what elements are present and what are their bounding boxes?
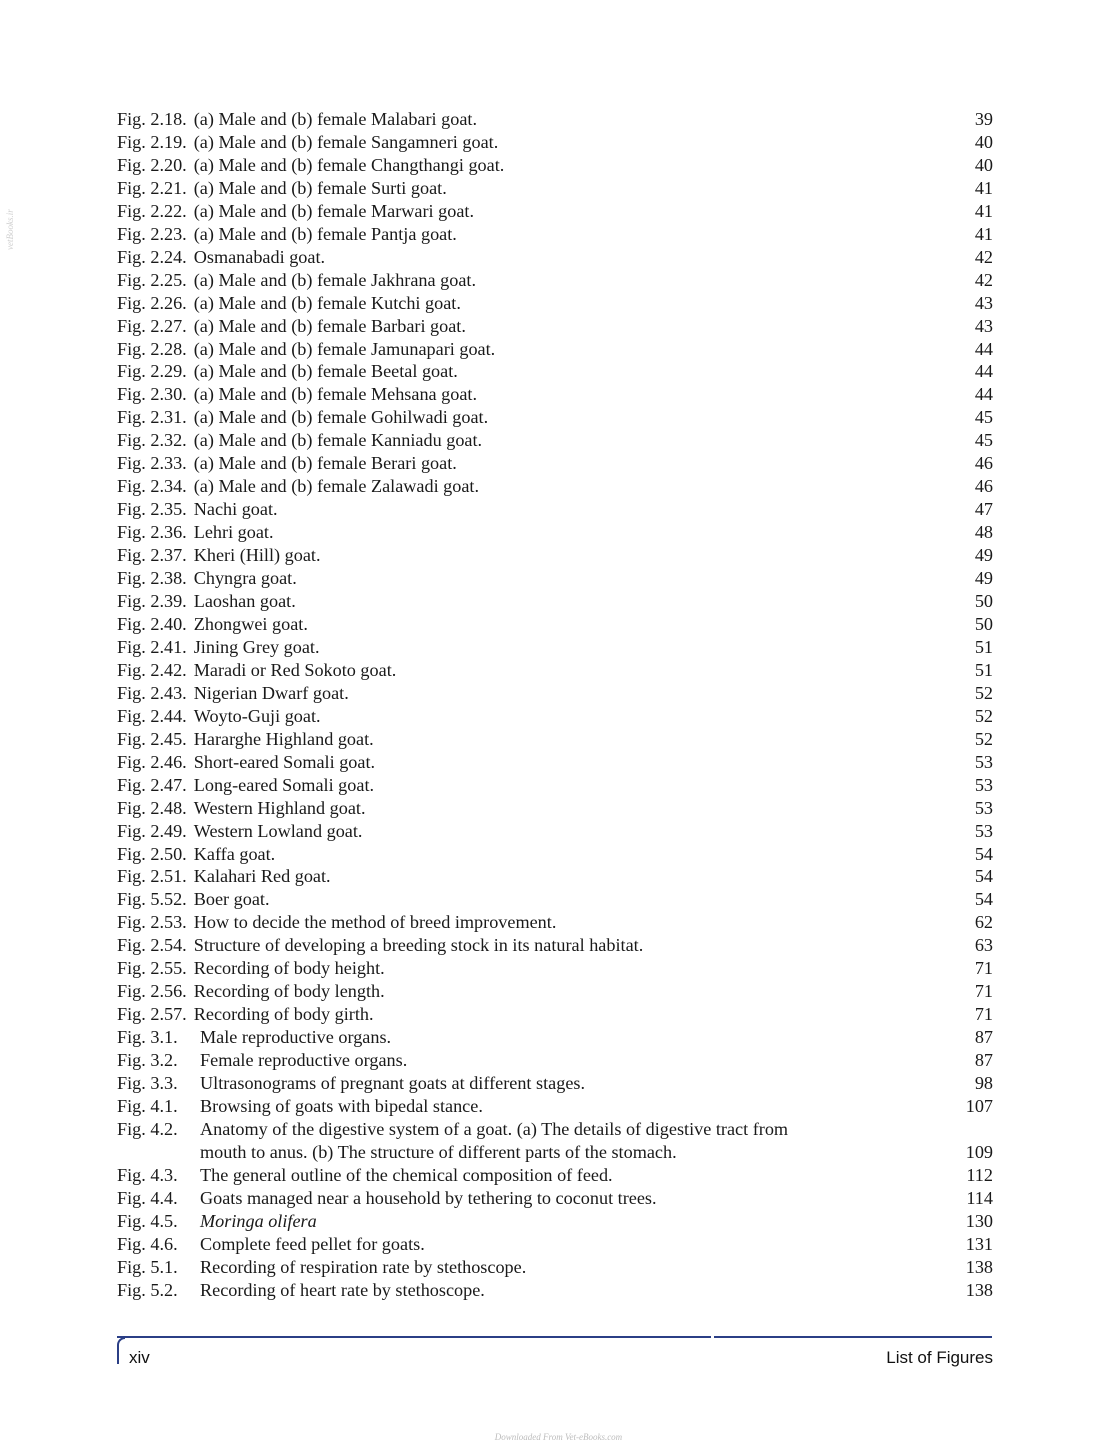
figure-number: Fig. 2.25.: [117, 269, 187, 290]
figure-entry: [117, 957, 993, 980]
footer-rule: [117, 1336, 992, 1338]
figure-page-number: 39: [974, 109, 993, 129]
figure-entry: [117, 315, 993, 338]
figure-caption: (a) Male and (b) female Surti goat.: [193, 177, 447, 198]
figure-entry: [117, 154, 993, 177]
figure-number: Fig. 3.3.: [117, 1073, 178, 1094]
figure-page-number: 44: [974, 361, 993, 382]
figure-page-number: 52: [974, 682, 993, 703]
figure-page-number: 71: [974, 1004, 993, 1025]
figure-entry: [117, 659, 993, 682]
figure-number: Fig. 2.36.: [117, 522, 187, 543]
figure-number: Fig. 2.42.: [117, 659, 187, 680]
figure-page-number: 49: [974, 568, 993, 589]
figure-caption: (a) Male and (b) female Sangamneri goat.: [193, 131, 499, 152]
figure-entry: [117, 1279, 993, 1302]
figure-page-number: 51: [974, 659, 993, 680]
figure-entry: [117, 269, 993, 292]
figure-number: Fig. 2.34.: [117, 476, 187, 497]
figure-number: Fig. 2.39.: [117, 591, 187, 612]
figure-caption: Kaffa goat.: [193, 843, 276, 864]
figure-number: Fig. 2.40.: [117, 613, 187, 634]
figure-entry: [117, 1095, 993, 1118]
figure-number: Fig. 2.56.: [117, 981, 187, 1002]
figure-number: Fig. 2.22.: [117, 200, 187, 221]
figure-caption: (a) Male and (b) female Kanniadu goat.: [193, 430, 483, 451]
figure-entry: [117, 1049, 993, 1072]
figure-page-number: 53: [974, 797, 993, 818]
figure-number: Fig. 2.26.: [117, 292, 187, 313]
figure-caption: Kheri (Hill) goat.: [193, 545, 321, 566]
figure-entry: [117, 613, 993, 636]
figure-number: Fig. 5.52.: [117, 889, 187, 910]
figure-number: Fig. 2.47.: [117, 774, 187, 795]
figure-page-number: 131: [965, 1233, 993, 1254]
figure-caption: (a) Male and (b) female Gohilwadi goat.: [193, 407, 489, 428]
figure-page-number: 98: [974, 1073, 993, 1094]
figure-entry: [117, 728, 993, 751]
figure-number: Fig. 4.6.: [117, 1233, 178, 1254]
figure-number: Fig. 2.35.: [117, 499, 187, 520]
figure-caption: Recording of respiration rate by stethoscope.: [200, 1256, 527, 1277]
figure-entry: [117, 1210, 993, 1233]
figure-caption: Nigerian Dwarf goat.: [193, 682, 349, 703]
figure-entry: [117, 360, 993, 383]
figure-caption-line: mouth to anus. (b) The structure of different parts of the stomach.: [200, 1141, 677, 1162]
figure-page-number: 43: [974, 292, 993, 313]
figure-page-number: 44: [974, 338, 993, 359]
figure-number: Fig. 2.19.: [117, 131, 187, 152]
figure-page-number: 54: [974, 889, 993, 910]
figure-entry: [117, 934, 993, 957]
figure-number: Fig. 2.24.: [117, 246, 187, 267]
figure-caption: Long-eared Somali goat.: [193, 774, 375, 795]
figure-entry: [117, 865, 993, 888]
figure-page-number: 45: [974, 430, 993, 451]
side-watermark: vetBooks.ir: [5, 209, 15, 250]
running-title: List of Figures: [886, 1348, 993, 1367]
figure-page-number: 41: [974, 223, 993, 244]
figure-caption: Nachi goat.: [193, 499, 278, 520]
figure-page-number: 71: [974, 958, 993, 979]
figure-entry: [117, 1233, 993, 1256]
figure-entry: [117, 1003, 993, 1026]
figure-caption: (a) Male and (b) female Mehsana goat.: [193, 384, 478, 405]
figure-caption: Kalahari Red goat.: [193, 866, 331, 887]
figure-entry: [117, 820, 993, 843]
figure-caption: (a) Male and (b) female Barbari goat.: [193, 315, 466, 336]
figure-number: Fig. 4.5.: [117, 1210, 178, 1231]
figure-number: Fig. 2.51.: [117, 866, 187, 887]
figure-entry: [117, 452, 993, 475]
figure-caption: Ultrasonograms of pregnant goats at different stages.: [200, 1073, 586, 1094]
figure-page-number: 63: [974, 935, 993, 956]
figure-caption: Western Lowland goat.: [193, 820, 363, 841]
figure-page-number: 109: [965, 1141, 993, 1162]
figure-number: Fig. 2.23.: [117, 223, 187, 244]
figure-page-number: 41: [974, 200, 993, 221]
figure-page-number: 40: [974, 154, 993, 175]
figure-page-number: 48: [974, 522, 993, 543]
figure-page-number: 87: [974, 1027, 993, 1048]
figure-entry: [117, 1072, 993, 1095]
figure-page-number: 87: [974, 1050, 993, 1071]
figure-caption: Goats managed near a household by tethering to coconut trees.: [200, 1187, 657, 1208]
figure-caption: (a) Male and (b) female Kutchi goat.: [193, 292, 461, 313]
figure-number: Fig. 2.20.: [117, 154, 187, 175]
figure-caption: (a) Male and (b) female Changthangi goat.: [193, 154, 505, 175]
figure-caption: (a) Male and (b) female Jamunapari goat.: [193, 338, 496, 359]
figure-caption: Male reproductive organs.: [200, 1027, 392, 1048]
figure-caption: (a) Male and (b) female Malabari goat.: [193, 109, 478, 129]
figure-entry: [117, 590, 993, 613]
figure-number: Fig. 2.32.: [117, 430, 187, 451]
figure-number: Fig. 2.37.: [117, 545, 187, 566]
figure-caption: Complete feed pellet for goats.: [200, 1233, 425, 1254]
figure-caption: Boer goat.: [193, 889, 270, 910]
figure-entry: [117, 636, 993, 659]
figure-caption: (a) Male and (b) female Beetal goat.: [193, 361, 458, 382]
figure-entry: [117, 751, 993, 774]
figure-page-number: 50: [974, 613, 993, 634]
figure-caption: Lehri goat.: [193, 522, 274, 543]
figure-entry: [117, 544, 993, 567]
figure-caption: Chyngra goat.: [193, 568, 297, 589]
figure-page-number: 45: [974, 407, 993, 428]
figure-caption: (a) Male and (b) female Zalawadi goat.: [193, 476, 480, 497]
figure-caption: (a) Male and (b) female Pantja goat.: [193, 223, 457, 244]
figure-number: Fig. 4.3.: [117, 1164, 178, 1185]
figure-entry: [117, 383, 993, 406]
figure-entry: [117, 1026, 993, 1049]
page-number: xiv: [129, 1348, 150, 1367]
figure-page-number: 130: [965, 1210, 993, 1231]
figure-number: Fig. 2.28.: [117, 338, 187, 359]
figure-number: Fig. 4.4.: [117, 1187, 178, 1208]
figure-number: Fig. 2.43.: [117, 682, 187, 703]
figure-entry: [117, 980, 993, 1003]
figure-number: Fig. 2.41.: [117, 636, 187, 657]
figure-caption: Moringa olifera: [200, 1210, 317, 1231]
figure-entry: [117, 1164, 993, 1187]
figure-page-number: 50: [974, 591, 993, 612]
figure-page-number: 51: [974, 636, 993, 657]
figure-entry: [117, 567, 993, 590]
figure-caption: Short-eared Somali goat.: [193, 751, 376, 772]
figure-number: Fig. 2.48.: [117, 797, 187, 818]
figure-page-number: 107: [965, 1095, 993, 1116]
figure-number: Fig. 2.33.: [117, 453, 187, 474]
figure-number: Fig. 2.38.: [117, 568, 187, 589]
figure-number: Fig. 2.50.: [117, 843, 187, 864]
figure-caption: Jining Grey goat.: [193, 636, 320, 657]
figure-caption: The general outline of the chemical composition of feed.: [200, 1164, 613, 1185]
figure-page-number: 42: [974, 246, 993, 267]
figure-entry: [117, 911, 993, 934]
figure-number: Fig. 4.1.: [117, 1095, 178, 1116]
figure-caption: How to decide the method of breed improvement.: [193, 912, 557, 933]
figure-entry: [117, 682, 993, 705]
figure-caption: Female reproductive organs.: [200, 1050, 408, 1071]
figure-page-number: 53: [974, 820, 993, 841]
figure-page-number: 41: [974, 177, 993, 198]
figure-number: Fig. 5.2.: [117, 1279, 178, 1300]
figure-page-number: 71: [974, 981, 993, 1002]
figure-page-number: 49: [974, 545, 993, 566]
list-of-figures: [117, 108, 993, 1302]
figure-number: Fig. 2.29.: [117, 361, 187, 382]
footer-rule-hook: [117, 1337, 125, 1364]
download-watermark: Downloaded From Vet-eBooks.com: [494, 1432, 623, 1442]
figure-entry: [117, 888, 993, 911]
figure-caption: [200, 1118, 937, 1164]
figure-page-number: 43: [974, 315, 993, 336]
figure-page-number: 46: [974, 476, 993, 497]
figure-number: Fig. 5.1.: [117, 1256, 178, 1277]
figure-entry: [117, 774, 993, 797]
figure-caption: (a) Male and (b) female Marwari goat.: [193, 200, 474, 221]
figure-entry: [117, 498, 993, 521]
figure-page-number: 53: [974, 751, 993, 772]
figure-entry: [117, 1256, 993, 1279]
figure-caption: Osmanabadi goat.: [193, 246, 326, 267]
figure-caption: Recording of heart rate by stethoscope.: [200, 1279, 485, 1300]
figure-number: Fig. 3.1.: [117, 1027, 178, 1048]
figure-entry: [117, 705, 993, 728]
figure-caption: Woyto-Guji goat.: [193, 705, 321, 726]
figure-caption: (a) Male and (b) female Jakhrana goat.: [193, 269, 477, 290]
figure-page-number: 40: [974, 131, 993, 152]
figure-caption: Recording of body height.: [193, 958, 385, 979]
figure-number: Fig. 2.45.: [117, 728, 187, 749]
figure-page-number: 138: [965, 1279, 993, 1300]
figure-entry: [117, 338, 993, 361]
figure-entry: [117, 177, 993, 200]
figure-number: Fig. 2.21.: [117, 177, 187, 198]
figure-page-number: 44: [974, 384, 993, 405]
figure-page-number: 54: [974, 843, 993, 864]
figure-entry: [117, 246, 993, 269]
figure-entry: [117, 429, 993, 452]
figure-caption: Zhongwei goat.: [193, 613, 308, 634]
figure-number: Fig. 2.57.: [117, 1004, 187, 1025]
figure-entry: [117, 843, 993, 866]
figure-number: Fig. 4.2.: [117, 1118, 178, 1139]
figure-caption: Maradi or Red Sokoto goat.: [193, 659, 397, 680]
figure-entry: [117, 1118, 993, 1164]
figure-number: Fig. 2.46.: [117, 751, 187, 772]
figure-caption: (a) Male and (b) female Berari goat.: [193, 453, 457, 474]
figure-caption: Hararghe Highland goat.: [193, 728, 374, 749]
figure-caption: Browsing of goats with bipedal stance.: [200, 1095, 483, 1116]
figure-number: Fig. 2.53.: [117, 912, 187, 933]
figure-page-number: 52: [974, 728, 993, 749]
figure-page-number: 47: [974, 499, 993, 520]
figure-entry: [117, 200, 993, 223]
figure-number: Fig. 2.44.: [117, 705, 187, 726]
figure-page-number: 62: [974, 912, 993, 933]
figure-number: Fig. 2.31.: [117, 407, 187, 428]
figure-number: Fig. 2.54.: [117, 935, 187, 956]
figure-number: Fig. 2.49.: [117, 820, 187, 841]
figure-caption: Recording of body girth.: [193, 1004, 374, 1025]
figure-caption: Structure of developing a breeding stock in its natural habitat.: [193, 935, 644, 956]
figure-page-number: 53: [974, 774, 993, 795]
figure-entry: [117, 406, 993, 429]
figure-caption: Laoshan goat.: [193, 591, 296, 612]
figure-number: Fig. 2.30.: [117, 384, 187, 405]
figure-entry: [117, 797, 993, 820]
figure-page-number: 138: [965, 1256, 993, 1277]
figure-page-number: 46: [974, 453, 993, 474]
figure-page-number: 112: [966, 1164, 993, 1185]
figure-entry: [117, 1187, 993, 1210]
figure-number: Fig. 3.2.: [117, 1050, 178, 1071]
figure-entry: [117, 292, 993, 315]
figure-entry: [117, 475, 993, 498]
figure-page-number: 52: [974, 705, 993, 726]
figure-caption-line: Anatomy of the digestive system of a goat. (a) The details of digestive tract from: [200, 1118, 789, 1139]
figure-caption: Western Highland goat.: [193, 797, 366, 818]
figure-entry: [117, 223, 993, 246]
figure-page-number: 114: [966, 1187, 993, 1208]
figure-number: Fig. 2.18.: [117, 109, 187, 129]
figure-number: Fig. 2.27.: [117, 315, 187, 336]
figure-number: Fig. 2.55.: [117, 958, 187, 979]
figure-page-number: 54: [974, 866, 993, 887]
figure-entry: [117, 131, 993, 154]
figure-entry: [117, 108, 993, 131]
figure-entry: [117, 521, 993, 544]
figure-caption: Recording of body length.: [193, 981, 385, 1002]
figure-page-number: 42: [974, 269, 993, 290]
